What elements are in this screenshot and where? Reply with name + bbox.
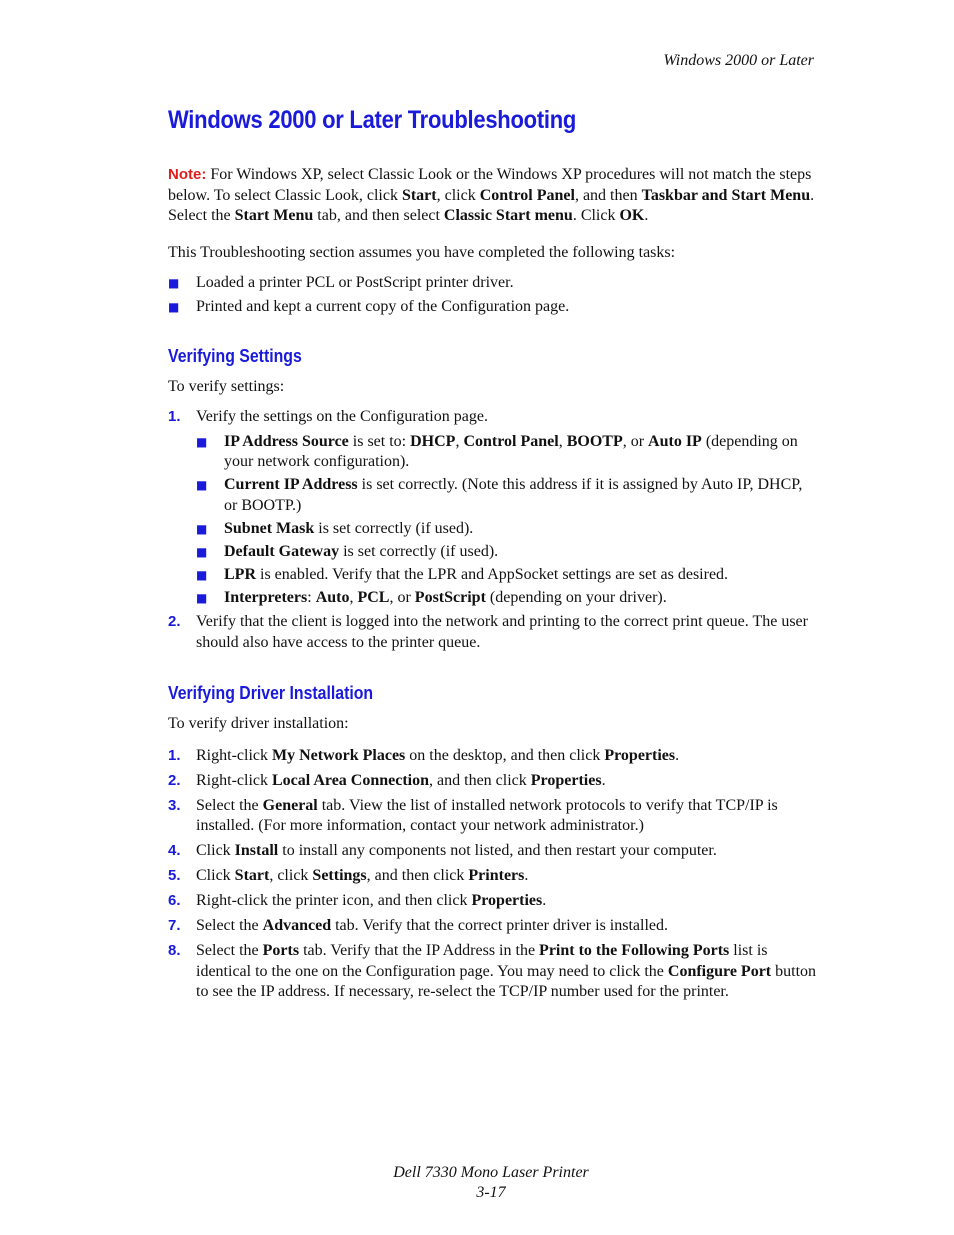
step-number: 7. <box>168 917 181 934</box>
text: (depending on your driver). <box>485 588 667 606</box>
bold-term: Control Panel <box>463 432 559 450</box>
text: . <box>675 746 680 764</box>
page-content <box>168 100 818 1003</box>
bold-term: Start <box>234 867 270 884</box>
note-paragraph <box>168 165 818 227</box>
page-number: 3-17 <box>476 1183 506 1201</box>
step-number: 1. <box>168 746 181 764</box>
text: Select the <box>196 942 263 959</box>
note-bold-control-panel: Control Panel <box>479 186 575 204</box>
step-text: Verify the settings on the Configuration page. <box>196 408 488 425</box>
step-number: 6. <box>168 892 181 909</box>
bold-term: Current IP Address <box>224 476 358 493</box>
bullet-square-icon: ■ <box>196 434 208 449</box>
section-lead: To verify settings: <box>168 377 285 395</box>
bold-term: Properties <box>604 746 676 764</box>
bullet-square-icon: ■ <box>196 567 208 582</box>
step-item <box>168 746 818 767</box>
driver-steps <box>168 746 818 1003</box>
note-bold-start: Start <box>401 186 437 204</box>
bold-term: BOOTP <box>566 432 623 450</box>
bold-term: Install <box>234 842 279 859</box>
text: is enabled. Verify that the LPR and AppSocket settings are set as desired. <box>256 565 729 583</box>
note-bold-classic-start-menu: Classic Start menu <box>443 207 573 224</box>
bold-term: Settings <box>312 867 367 884</box>
step-item <box>168 941 818 1003</box>
list-item <box>196 588 818 609</box>
note-label: Note: <box>168 166 207 183</box>
step-number: 3. <box>168 796 181 814</box>
text: (depending on your network configuration). <box>224 432 798 470</box>
text: is set to: <box>348 432 411 450</box>
step-number: 2. <box>168 771 181 789</box>
note-bold-ok: OK <box>619 207 645 224</box>
text: . <box>601 771 606 789</box>
task-list <box>168 273 818 318</box>
note-text: . <box>644 207 649 224</box>
step-number: 5. <box>168 867 181 884</box>
step-item <box>168 612 818 653</box>
text: Right-click <box>196 771 272 789</box>
step-number: 1. <box>168 408 181 425</box>
page-footer <box>0 1163 954 1202</box>
intro-paragraph: This Troubleshooting section assumes you have completed the following tasks: <box>168 243 676 261</box>
list-item-text: Printed and kept a current copy of the Configuration page. <box>196 298 570 315</box>
bold-term: My Network Places <box>271 746 406 764</box>
note-text: . Select the <box>168 186 815 224</box>
bold-term: Properties <box>471 892 543 909</box>
text: Select the <box>196 917 263 934</box>
bullet-square-icon: ■ <box>168 300 180 314</box>
settings-steps <box>168 407 818 653</box>
step-number: 8. <box>168 942 181 959</box>
text: , or <box>622 432 649 450</box>
bullet-square-icon: ■ <box>196 590 208 605</box>
text: on the desktop, and then click <box>405 746 605 764</box>
note-text: . Click <box>572 207 620 224</box>
step-number: 2. <box>168 613 181 630</box>
text: is set correctly (if used). <box>339 542 499 560</box>
running-head: Windows 2000 or Later <box>663 52 814 69</box>
step-item <box>168 891 818 912</box>
step-item <box>168 866 818 887</box>
text: , <box>349 588 358 606</box>
step-number: 4. <box>168 842 181 859</box>
bold-term: IP Address Source <box>224 432 349 450</box>
text: Right-click <box>196 746 272 764</box>
bold-term: PostScript <box>414 588 486 606</box>
bold-term: Properties <box>530 771 602 789</box>
text: . <box>524 867 529 884</box>
text: tab. Verify that the IP Address in the <box>299 942 540 959</box>
note-text: tab, and then select <box>313 207 444 224</box>
note-bold-start-menu: Start Menu <box>234 207 314 224</box>
list-item-text: Loaded a printer PCL or PostScript printer driver. <box>196 274 514 291</box>
bold-term: Print to the Following Ports <box>539 942 730 959</box>
bold-term: Auto <box>315 588 350 606</box>
list-item <box>196 519 818 540</box>
text: , and then click <box>429 771 531 789</box>
text: , or <box>389 588 415 606</box>
bold-term: General <box>262 796 318 814</box>
step-item <box>168 796 818 837</box>
bullet-square-icon: ■ <box>196 521 208 536</box>
section-heading-verifying-settings: Verifying Settings <box>168 345 302 366</box>
list-item <box>196 475 818 516</box>
list-item <box>196 542 818 563</box>
list-item <box>168 297 818 318</box>
bold-term: Configure Port <box>667 962 772 980</box>
bold-term: Interpreters <box>224 588 308 606</box>
text: to install any components not listed, and then restart your computer. <box>278 842 717 859</box>
text: is set correctly. (Note this address if it is assigned by Auto IP, DHCP, or BOOTP.) <box>224 476 803 514</box>
note-text: , and then <box>574 186 642 204</box>
bold-term: Subnet Mask <box>224 519 315 537</box>
text: tab. View the list of installed network protocols to verify that TCP/IP is installed. (For more information, contact your network administrator.) <box>196 796 778 834</box>
text: , <box>558 432 567 450</box>
list-item <box>168 273 818 294</box>
text: . <box>542 892 547 909</box>
bold-term: DHCP <box>410 432 456 450</box>
page-title: Windows 2000 or Later Troubleshooting <box>168 106 577 134</box>
bold-term: Ports <box>262 942 300 959</box>
bold-term: Default Gateway <box>224 542 340 560</box>
text: , and then click <box>366 867 469 884</box>
text: Right-click the printer icon, and then click <box>196 892 472 909</box>
settings-sub-list <box>196 432 818 609</box>
note-bold-taskbar: Taskbar and Start Menu <box>641 186 811 204</box>
bullet-square-icon: ■ <box>196 478 208 492</box>
section-lead: To verify driver installation: <box>168 715 349 732</box>
footer-product: Dell 7330 Mono Laser Printer <box>393 1164 589 1181</box>
text: tab. Verify that the correct printer driver is installed. <box>331 917 669 934</box>
step-item <box>168 916 818 937</box>
bold-term: Local Area Connection <box>271 771 430 789</box>
text: Click <box>196 867 235 884</box>
text: Select the <box>196 796 263 814</box>
text: , <box>455 432 464 450</box>
bold-term: PCL <box>357 588 390 606</box>
bold-term: Auto IP <box>648 432 702 450</box>
text: is set correctly (if used). <box>314 519 474 537</box>
step-item <box>168 841 818 862</box>
text: list is identical to the one on the Configuration page. You may need to click the <box>196 942 768 980</box>
text: Click <box>196 842 235 859</box>
bold-term: Printers <box>468 867 525 884</box>
bullet-square-icon: ■ <box>168 276 180 290</box>
text: button to see the IP address. If necessary, re-select the TCP/IP number used for the printer. <box>196 962 817 1000</box>
step-item <box>168 771 818 792</box>
bold-term: LPR <box>224 565 256 583</box>
text: , click <box>269 867 313 884</box>
list-item <box>196 432 818 473</box>
bold-term: Advanced <box>262 917 332 934</box>
bullet-square-icon: ■ <box>196 544 208 559</box>
step-text: Verify that the client is logged into the network and printing to the correct print queue. The user should also have access to the printer queue. <box>196 613 808 651</box>
text: : <box>307 588 316 606</box>
note-text: For Windows XP, select Classic Look or the Windows XP procedures will not match the steps below. To select Classic Look, click <box>168 166 812 204</box>
note-text: , click <box>436 186 480 204</box>
step-item <box>168 407 818 608</box>
section-heading-verifying-driver-installation: Verifying Driver Installation <box>168 683 374 703</box>
list-item <box>196 565 818 586</box>
